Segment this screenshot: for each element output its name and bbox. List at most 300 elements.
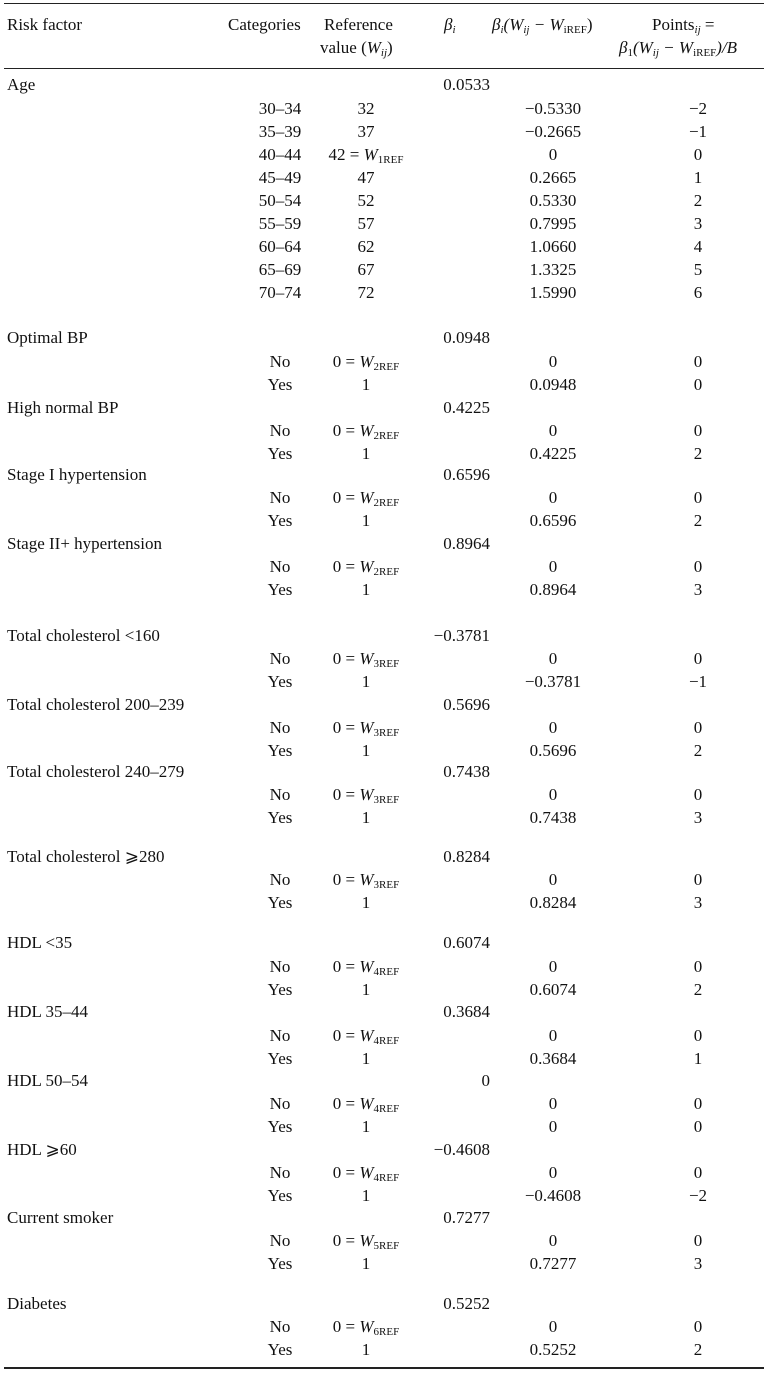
reference-subscript: 3REF [373, 727, 400, 739]
risk-factor-label-text: Age [7, 75, 36, 94]
reference-w-symbol: W [359, 785, 374, 804]
beta-w-value [498, 957, 608, 977]
points-value [650, 444, 746, 464]
reference-value [312, 741, 420, 761]
beta-w-value [498, 283, 608, 303]
points-value [650, 283, 746, 303]
points-value-text: 0 [693, 1026, 703, 1045]
points-value-text: 0 [693, 145, 703, 164]
category-value [236, 352, 324, 372]
points-value-text: 1 [693, 168, 703, 187]
reference-value [312, 1094, 420, 1114]
category-value-text: No [269, 352, 291, 371]
beta-value-text: 0.4225 [443, 398, 490, 417]
category-value-text: Yes [267, 1186, 293, 1205]
points-value [650, 980, 746, 1000]
points-value-text: 6 [693, 283, 703, 302]
risk-factor-label [7, 75, 35, 95]
beta-w-value-text: 0.8284 [529, 893, 577, 912]
reference-w-symbol: W [359, 1094, 374, 1113]
category-value [236, 1317, 324, 1337]
category-value [236, 718, 324, 738]
reference-value [312, 1117, 420, 1137]
category-value-text: 50–54 [258, 191, 302, 210]
reference-value-text: 0 = W [332, 718, 374, 737]
category-value [236, 1163, 324, 1183]
beta-value [414, 534, 490, 554]
beta-w-value [498, 580, 608, 600]
beta-w-value-text: 0 [548, 1117, 558, 1136]
reference-value-text: 0 = W [332, 1231, 374, 1250]
risk-factor-label-text: HDL 50–54 [7, 1071, 89, 1090]
points-value [650, 1163, 746, 1183]
beta-w-value [498, 1163, 608, 1183]
beta-w-value [498, 1231, 608, 1251]
beta-w-value [498, 980, 608, 1000]
points-value-text: 0 [693, 870, 703, 889]
beta-w-value-text: 0.8964 [529, 580, 577, 599]
points-value-text: 0 [693, 421, 703, 440]
reference-value-text: 1 [361, 808, 371, 827]
category-value-text: Yes [267, 511, 293, 530]
reference-value-text: 1 [361, 741, 371, 760]
beta-w-value [498, 145, 608, 165]
risk-factor-label-text: Stage I hypertension [7, 465, 147, 484]
category-value [236, 1254, 324, 1274]
reference-value [312, 260, 420, 280]
reference-value-text: 0 = W [332, 488, 374, 507]
reference-value [312, 375, 420, 395]
category-value-text: Yes [267, 893, 293, 912]
category-value-text: No [269, 649, 291, 668]
reference-value-text: 0 = W [332, 957, 374, 976]
reference-value [312, 1340, 420, 1360]
risk-factor-label-text: Total cholesterol <160 [7, 626, 160, 645]
reference-subscript: 6REF [373, 1326, 400, 1338]
beta-value-text: 0.8284 [443, 847, 490, 866]
reference-value-text: 1 [361, 1186, 371, 1205]
reference-w-symbol: W [359, 488, 374, 507]
header-categories: Categories [228, 15, 301, 34]
category-value [236, 580, 324, 600]
beta-w-value-text: 0 [548, 785, 558, 804]
beta-w-value [498, 214, 608, 234]
category-value [236, 511, 324, 531]
reference-value-text: 1 [361, 893, 371, 912]
reference-value [312, 444, 420, 464]
risk-factor-label-text: Current smoker [7, 1208, 114, 1227]
category-value-text: Yes [267, 672, 293, 691]
beta-value [414, 75, 490, 95]
points-value [650, 421, 746, 441]
reference-subscript: 4REF [373, 1172, 400, 1184]
points-value-text: 2 [693, 191, 703, 210]
reference-value [312, 893, 420, 913]
category-value-text: No [269, 785, 291, 804]
reference-subscript: 2REF [373, 430, 400, 442]
category-value-text: No [269, 718, 291, 737]
reference-value [312, 785, 420, 805]
reference-w-symbol: W [359, 352, 374, 371]
points-value [650, 1231, 746, 1251]
beta-value [414, 328, 490, 348]
beta-value-text: 0 [481, 1071, 490, 1090]
beta-w-value [498, 1117, 608, 1137]
category-value [236, 1094, 324, 1114]
header-points-line1: Points$_{ij}$ = [652, 15, 715, 36]
points-value [650, 957, 746, 977]
beta-w-value [498, 672, 608, 692]
reference-value-text: 0 = W [332, 1094, 374, 1113]
beta-w-value-text: 0 [548, 352, 558, 371]
category-value [236, 237, 324, 257]
beta-w-value-text: 0.7995 [529, 214, 577, 233]
reference-value [312, 421, 420, 441]
beta-w-value-text: 0 [548, 557, 558, 576]
points-value-text: 0 [693, 352, 703, 371]
reference-value [312, 1186, 420, 1206]
reference-value-text: 72 [357, 283, 375, 302]
points-value [650, 1340, 746, 1360]
beta-w-value [498, 1340, 608, 1360]
category-value-text: Yes [267, 741, 293, 760]
category-value-text: No [269, 1094, 291, 1113]
reference-value-text: 62 [357, 237, 375, 256]
category-value-text: Yes [267, 1340, 293, 1359]
reference-value-text: 1 [361, 1117, 371, 1136]
category-value [236, 1117, 324, 1137]
points-value-text: 0 [693, 957, 703, 976]
reference-value [312, 191, 420, 211]
reference-subscript: 3REF [373, 658, 400, 670]
risk-factor-label-text: HDL 35–44 [7, 1002, 89, 1021]
points-value [650, 1186, 746, 1206]
points-value [650, 557, 746, 577]
points-value-text: 0 [693, 649, 703, 668]
points-value [650, 168, 746, 188]
points-value [650, 1049, 746, 1069]
beta-value [414, 1208, 490, 1228]
beta-value [414, 1071, 490, 1091]
beta-value [414, 762, 490, 782]
reference-value-text: 0 = W [332, 557, 374, 576]
points-value [650, 260, 746, 280]
category-value-text: No [269, 870, 291, 889]
category-value [236, 1026, 324, 1046]
category-value-text: 70–74 [258, 283, 302, 302]
points-value-text: 2 [693, 511, 703, 530]
risk-factor-label [7, 328, 88, 348]
beta-value [414, 695, 490, 715]
points-value-text: 3 [693, 580, 703, 599]
beta-value-text: −0.4608 [433, 1140, 490, 1159]
reference-value [312, 808, 420, 828]
beta-w-value [498, 1317, 608, 1337]
beta-w-value [498, 421, 608, 441]
beta-w-value-text: 0.3684 [529, 1049, 577, 1068]
risk-factor-label-text: Total cholesterol ⩾280 [7, 847, 165, 866]
beta-w-value-text: 0 [548, 1026, 558, 1045]
reference-value-text: 0 = W [332, 1026, 374, 1045]
reference-value-text: 1 [361, 1049, 371, 1068]
risk-factor-label-text: High normal BP [7, 398, 119, 417]
risk-factor-label [7, 1208, 113, 1228]
category-value [236, 1186, 324, 1206]
reference-subscript: 4REF [373, 1103, 400, 1115]
beta-value [414, 933, 490, 953]
risk-factor-label [7, 465, 147, 485]
points-value-text: 1 [693, 1049, 703, 1068]
points-value [650, 145, 746, 165]
reference-subscript: 3REF [373, 879, 400, 891]
beta-w-value-text: 0 [548, 649, 558, 668]
beta-w-value-text: 1.0660 [529, 237, 577, 256]
header-rule [4, 68, 764, 69]
category-value [236, 893, 324, 913]
beta-w-value-text: 0 [548, 1163, 558, 1182]
reference-value [312, 957, 420, 977]
category-value-text: Yes [267, 1117, 293, 1136]
category-value [236, 191, 324, 211]
points-value [650, 375, 746, 395]
beta-value [414, 1294, 490, 1314]
beta-value-text: 0.5252 [443, 1294, 490, 1313]
beta-w-value [498, 1186, 608, 1206]
category-value-text: No [269, 557, 291, 576]
points-value [650, 122, 746, 142]
beta-w-value-text: 0 [548, 1231, 558, 1250]
points-value-text: 0 [693, 785, 703, 804]
category-value-text: Yes [267, 375, 293, 394]
beta-w-value [498, 1254, 608, 1274]
risk-factor-label [7, 933, 72, 953]
points-value-text: 0 [693, 557, 703, 576]
category-value [236, 260, 324, 280]
beta-w-value-text: 0.4225 [529, 444, 577, 463]
category-value-text: No [269, 957, 291, 976]
reference-subscript: 1REF [377, 154, 404, 166]
beta-w-value-text: 0.5696 [529, 741, 577, 760]
beta-w-value [498, 99, 608, 119]
category-value [236, 808, 324, 828]
category-value-text: Yes [267, 980, 293, 999]
reference-w-symbol: W [359, 1026, 374, 1045]
beta-value-text: 0.6596 [443, 465, 490, 484]
beta-w-value-text: 0.7438 [529, 808, 577, 827]
beta-w-value-text: −0.5330 [524, 99, 582, 118]
reference-value-text: 0 = W [332, 785, 374, 804]
points-value [650, 1254, 746, 1274]
risk-factor-label [7, 847, 165, 867]
category-value-text: No [269, 1317, 291, 1336]
risk-factor-label [7, 534, 162, 554]
beta-w-value [498, 375, 608, 395]
points-value-text: 0 [693, 1231, 703, 1250]
beta-value-text: 0.6074 [443, 933, 490, 952]
reference-value-text: 42 = W [328, 145, 378, 164]
category-value-text: 60–64 [258, 237, 302, 256]
risk-factor-label [7, 695, 184, 715]
reference-value [312, 214, 420, 234]
reference-w-symbol: W [359, 718, 374, 737]
reference-value [312, 511, 420, 531]
reference-value [312, 488, 420, 508]
beta-value-text: −0.3781 [433, 626, 490, 645]
reference-value-text: 57 [357, 214, 375, 233]
points-value [650, 1094, 746, 1114]
category-value [236, 980, 324, 1000]
points-value [650, 672, 746, 692]
category-value [236, 957, 324, 977]
beta-value-text: 0.5696 [443, 695, 490, 714]
category-value [236, 444, 324, 464]
reference-w-symbol: W [359, 557, 374, 576]
reference-value [312, 1231, 420, 1251]
reference-value-text: 0 = W [332, 649, 374, 668]
beta-value-text: 0.7438 [443, 762, 490, 781]
points-value-text: −2 [688, 1186, 708, 1205]
category-value-text: Yes [267, 1049, 293, 1068]
beta-w-value [498, 893, 608, 913]
risk-factor-label [7, 1140, 77, 1160]
points-value [650, 649, 746, 669]
header-reference-line2: value $(W_{ij})$ [320, 38, 393, 59]
reference-value-text: 1 [361, 980, 371, 999]
beta-w-value-text: 0.2665 [529, 168, 577, 187]
points-value-text: 0 [693, 1094, 703, 1113]
category-value [236, 870, 324, 890]
category-value-text: No [269, 421, 291, 440]
reference-value [312, 352, 420, 372]
points-value-text: 3 [693, 1254, 703, 1273]
header-beta: $\beta_i$ [444, 15, 456, 36]
risk-factor-label-text: Total cholesterol 240–279 [7, 762, 185, 781]
points-value [650, 741, 746, 761]
reference-value-text: 0 = W [332, 421, 374, 440]
reference-value-text: 37 [357, 122, 375, 141]
category-value [236, 99, 324, 119]
beta-w-value-text: 1.3325 [529, 260, 577, 279]
category-value-text: No [269, 1231, 291, 1250]
beta-value-text: 0.3684 [443, 1002, 490, 1021]
reference-value [312, 557, 420, 577]
points-value [650, 214, 746, 234]
reference-subscript: 3REF [373, 794, 400, 806]
risk-factor-label [7, 762, 184, 782]
reference-value-text: 1 [361, 511, 371, 530]
header-points-line2: $\beta_1(W_{ij} - W_{iREF})/B$ [619, 38, 738, 59]
reference-value-text: 0 = W [332, 352, 374, 371]
points-value [650, 99, 746, 119]
risk-factor-label [7, 626, 160, 646]
points-value-text: 2 [693, 980, 703, 999]
points-value [650, 1317, 746, 1337]
category-value [236, 741, 324, 761]
points-value-text: −1 [688, 672, 708, 691]
points-value-text: 0 [693, 375, 703, 394]
points-value [650, 237, 746, 257]
reference-value-text: 0 = W [332, 1317, 374, 1336]
reference-w-symbol: W [359, 957, 374, 976]
beta-value-text: 0.8964 [443, 534, 490, 553]
points-value-text: 3 [693, 893, 703, 912]
beta-w-value [498, 352, 608, 372]
beta-value-text: 0.0948 [443, 328, 490, 347]
reference-value-text: 1 [361, 580, 371, 599]
points-value-text: 0 [693, 1163, 703, 1182]
beta-w-value-text: 0 [548, 957, 558, 976]
beta-w-value-text: 0 [548, 488, 558, 507]
reference-value-text: 1 [361, 672, 371, 691]
risk-factor-label [7, 398, 118, 418]
beta-w-value-text: 0.6596 [529, 511, 577, 530]
beta-w-value-text: −0.4608 [524, 1186, 582, 1205]
bottom-rule [4, 1367, 764, 1369]
category-value [236, 214, 324, 234]
reference-w-symbol: W [359, 1317, 374, 1336]
reference-value-text: 1 [361, 444, 371, 463]
beta-w-value [498, 785, 608, 805]
reference-value [312, 1317, 420, 1337]
points-value [650, 893, 746, 913]
reference-value-text: 47 [357, 168, 375, 187]
reference-w-symbol: W [359, 1163, 374, 1182]
risk-factor-label-text: Stage II+ hypertension [7, 534, 162, 553]
category-value [236, 145, 324, 165]
reference-value-text: 52 [357, 191, 375, 210]
beta-w-value-text: 0 [548, 718, 558, 737]
beta-w-value-text: 0 [548, 421, 558, 440]
category-value [236, 672, 324, 692]
points-value [650, 785, 746, 805]
category-value-text: Yes [267, 580, 293, 599]
beta-value [414, 626, 490, 646]
beta-w-value-text: 0.5330 [529, 191, 577, 210]
header-reference-line1: Reference [324, 15, 393, 34]
beta-w-value-text: 0 [548, 1094, 558, 1113]
reference-subscript: 2REF [373, 566, 400, 578]
category-value [236, 557, 324, 577]
beta-w-value-text: 0 [548, 145, 558, 164]
beta-w-value [498, 122, 608, 142]
beta-w-value [498, 557, 608, 577]
category-value [236, 1231, 324, 1251]
category-value-text: No [269, 1163, 291, 1182]
beta-w-value [498, 237, 608, 257]
reference-subscript: 4REF [373, 1035, 400, 1047]
points-value [650, 718, 746, 738]
beta-w-value [498, 444, 608, 464]
category-value [236, 375, 324, 395]
points-value-text: 3 [693, 808, 703, 827]
risk-factor-label-text: Total cholesterol 200–239 [7, 695, 185, 714]
reference-value [312, 145, 420, 165]
reference-value [312, 237, 420, 257]
points-value [650, 808, 746, 828]
beta-w-value [498, 168, 608, 188]
points-value-text: −2 [688, 99, 708, 118]
risk-factor-label-text: HDL <35 [7, 933, 73, 952]
beta-w-value-text: 0.0948 [529, 375, 577, 394]
category-value [236, 1049, 324, 1069]
category-value [236, 1340, 324, 1360]
points-value [650, 1117, 746, 1137]
category-value [236, 649, 324, 669]
beta-value [414, 398, 490, 418]
reference-value [312, 1049, 420, 1069]
reference-value-text: 67 [357, 260, 375, 279]
category-value-text: No [269, 1026, 291, 1045]
